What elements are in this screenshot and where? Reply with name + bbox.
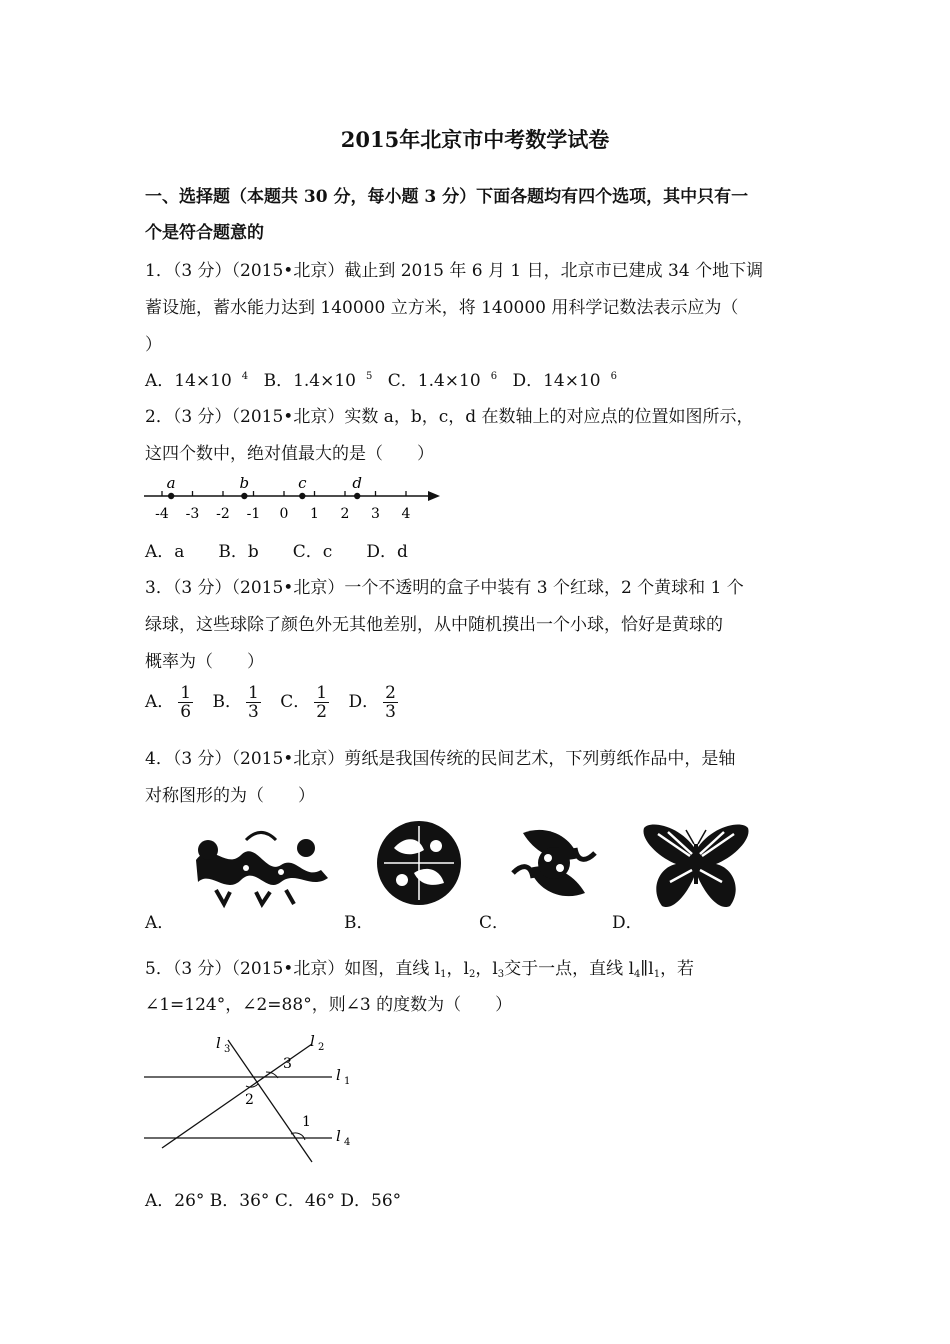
section-heading-line2: 个是符合题意的	[145, 223, 264, 243]
q3-options	[145, 684, 402, 721]
q1-option-b: B．1.4×10 $^5$	[263, 371, 373, 391]
q3-line1: 3．（3 分）（2015•北京）一个不透明的盒子中装有 3 个红球，2 个黄球和 1 个	[145, 578, 744, 598]
butterfly-papercut-image	[640, 820, 752, 912]
point-label-b: b	[239, 474, 250, 492]
q1-option-d: D．14×10 $^6$	[512, 371, 617, 391]
point-b	[241, 493, 247, 499]
q3-line3: 概率为（ ）	[145, 652, 264, 672]
q1-option-a: A．14×10 $^4$	[145, 371, 249, 391]
tick-label: -3	[185, 506, 200, 522]
q4-label-c: C．	[479, 913, 510, 933]
q4-label-b: B．	[344, 913, 374, 933]
q4-line1: 4．（3 分）（2015•北京）剪纸是我国传统的民间艺术，下列剪纸作品中，是轴	[145, 749, 736, 769]
q3-option-b: B． $\frac{1}{3}$	[212, 683, 259, 722]
lines-figure	[140, 1024, 370, 1164]
number-line-figure	[140, 470, 450, 526]
q5-line2: ∠1=124°，∠2=88°，则∠3 的度数为（ ）	[145, 995, 513, 1015]
point-d	[354, 493, 360, 499]
tick-label: 0	[279, 506, 289, 522]
label-l3: l	[216, 1034, 221, 1052]
label-l2-sub: 2	[318, 1042, 325, 1053]
label-l1-sub: 1	[344, 1076, 351, 1087]
angle-label-1: 1	[302, 1114, 311, 1130]
label-l1: l	[336, 1066, 341, 1084]
tick-label: -1	[246, 506, 261, 522]
q4-label-a: A．	[145, 913, 175, 933]
tick-label: 1	[310, 506, 319, 522]
tick-label: -2	[216, 506, 230, 522]
q2-options: A．a B．b C．c D．d	[145, 542, 408, 562]
page-title: 2015年北京市中考数学试卷	[340, 127, 610, 152]
label-l3-sub: 3	[224, 1044, 231, 1055]
q1-line2: 蓄设施，蓄水能力达到 140000 立方米，将 140000 用科学记数法表示应为（	[145, 298, 739, 318]
point-label-c: c	[298, 474, 307, 492]
angle-label-3: 3	[283, 1056, 292, 1072]
q3-option-a: A． $\frac{1}{6}$	[145, 683, 192, 722]
angle-label-2: 2	[245, 1092, 254, 1108]
label-l2: l	[310, 1032, 315, 1050]
tick-label: 4	[401, 506, 411, 522]
label-l4: l	[336, 1127, 341, 1145]
q1-option-c: C．1.4×10 $^6$	[387, 371, 498, 391]
section-heading-line1: 一、选择题（本题共 30 分，每小题 3 分）下面各题均有四个选项，其中只有一	[145, 187, 749, 207]
tick-label: 2	[340, 506, 350, 522]
tick-label: -4	[155, 506, 169, 522]
point-a	[168, 493, 174, 499]
q3-option-c: C． $\frac{1}{2}$	[280, 683, 328, 722]
round-papercut-image	[374, 818, 464, 908]
point-label-a: a	[166, 474, 176, 492]
q5-options: A．26° B．36° C．46° D．56°	[145, 1191, 402, 1211]
q5-line1: 5．（3 分）（2015•北京）如图，直线 $l_1$，$l_2$，$l_3$交于一点，直线 $l_4\parallel l_1$，若	[145, 959, 695, 980]
line-l3	[228, 1040, 312, 1162]
q1-line1: 1．（3 分）（2015•北京）截止到 2015 年 6 月 1 日，北京市已建成 34 个地下调	[145, 261, 764, 281]
point-c	[299, 493, 305, 499]
q1-options	[145, 366, 627, 391]
q2-line2: 这四个数中，绝对值最大的是（ ）	[145, 444, 434, 464]
dragon-papercut-image	[186, 820, 336, 910]
q2-line1: 2．（3 分）（2015•北京）实数 a，b，c，d 在数轴上的对应点的位置如图所示，	[145, 407, 754, 427]
q4-label-d: D．	[612, 913, 643, 933]
q3-option-d: D． $\frac{2}{3}$	[348, 683, 396, 722]
label-l4-sub: 4	[344, 1137, 351, 1148]
q3-line2: 绿球，这些球除了颜色外无其他差别，从中随机摸出一个小球，恰好是黄球的	[145, 615, 723, 635]
q1-line3: ）	[145, 335, 162, 355]
fish-papercut-image	[508, 818, 600, 908]
point-label-d: d	[352, 474, 363, 492]
number-line-arrow	[428, 491, 440, 501]
tick-label: 3	[371, 506, 380, 522]
q4-line2: 对称图形的为（ ）	[145, 786, 315, 806]
